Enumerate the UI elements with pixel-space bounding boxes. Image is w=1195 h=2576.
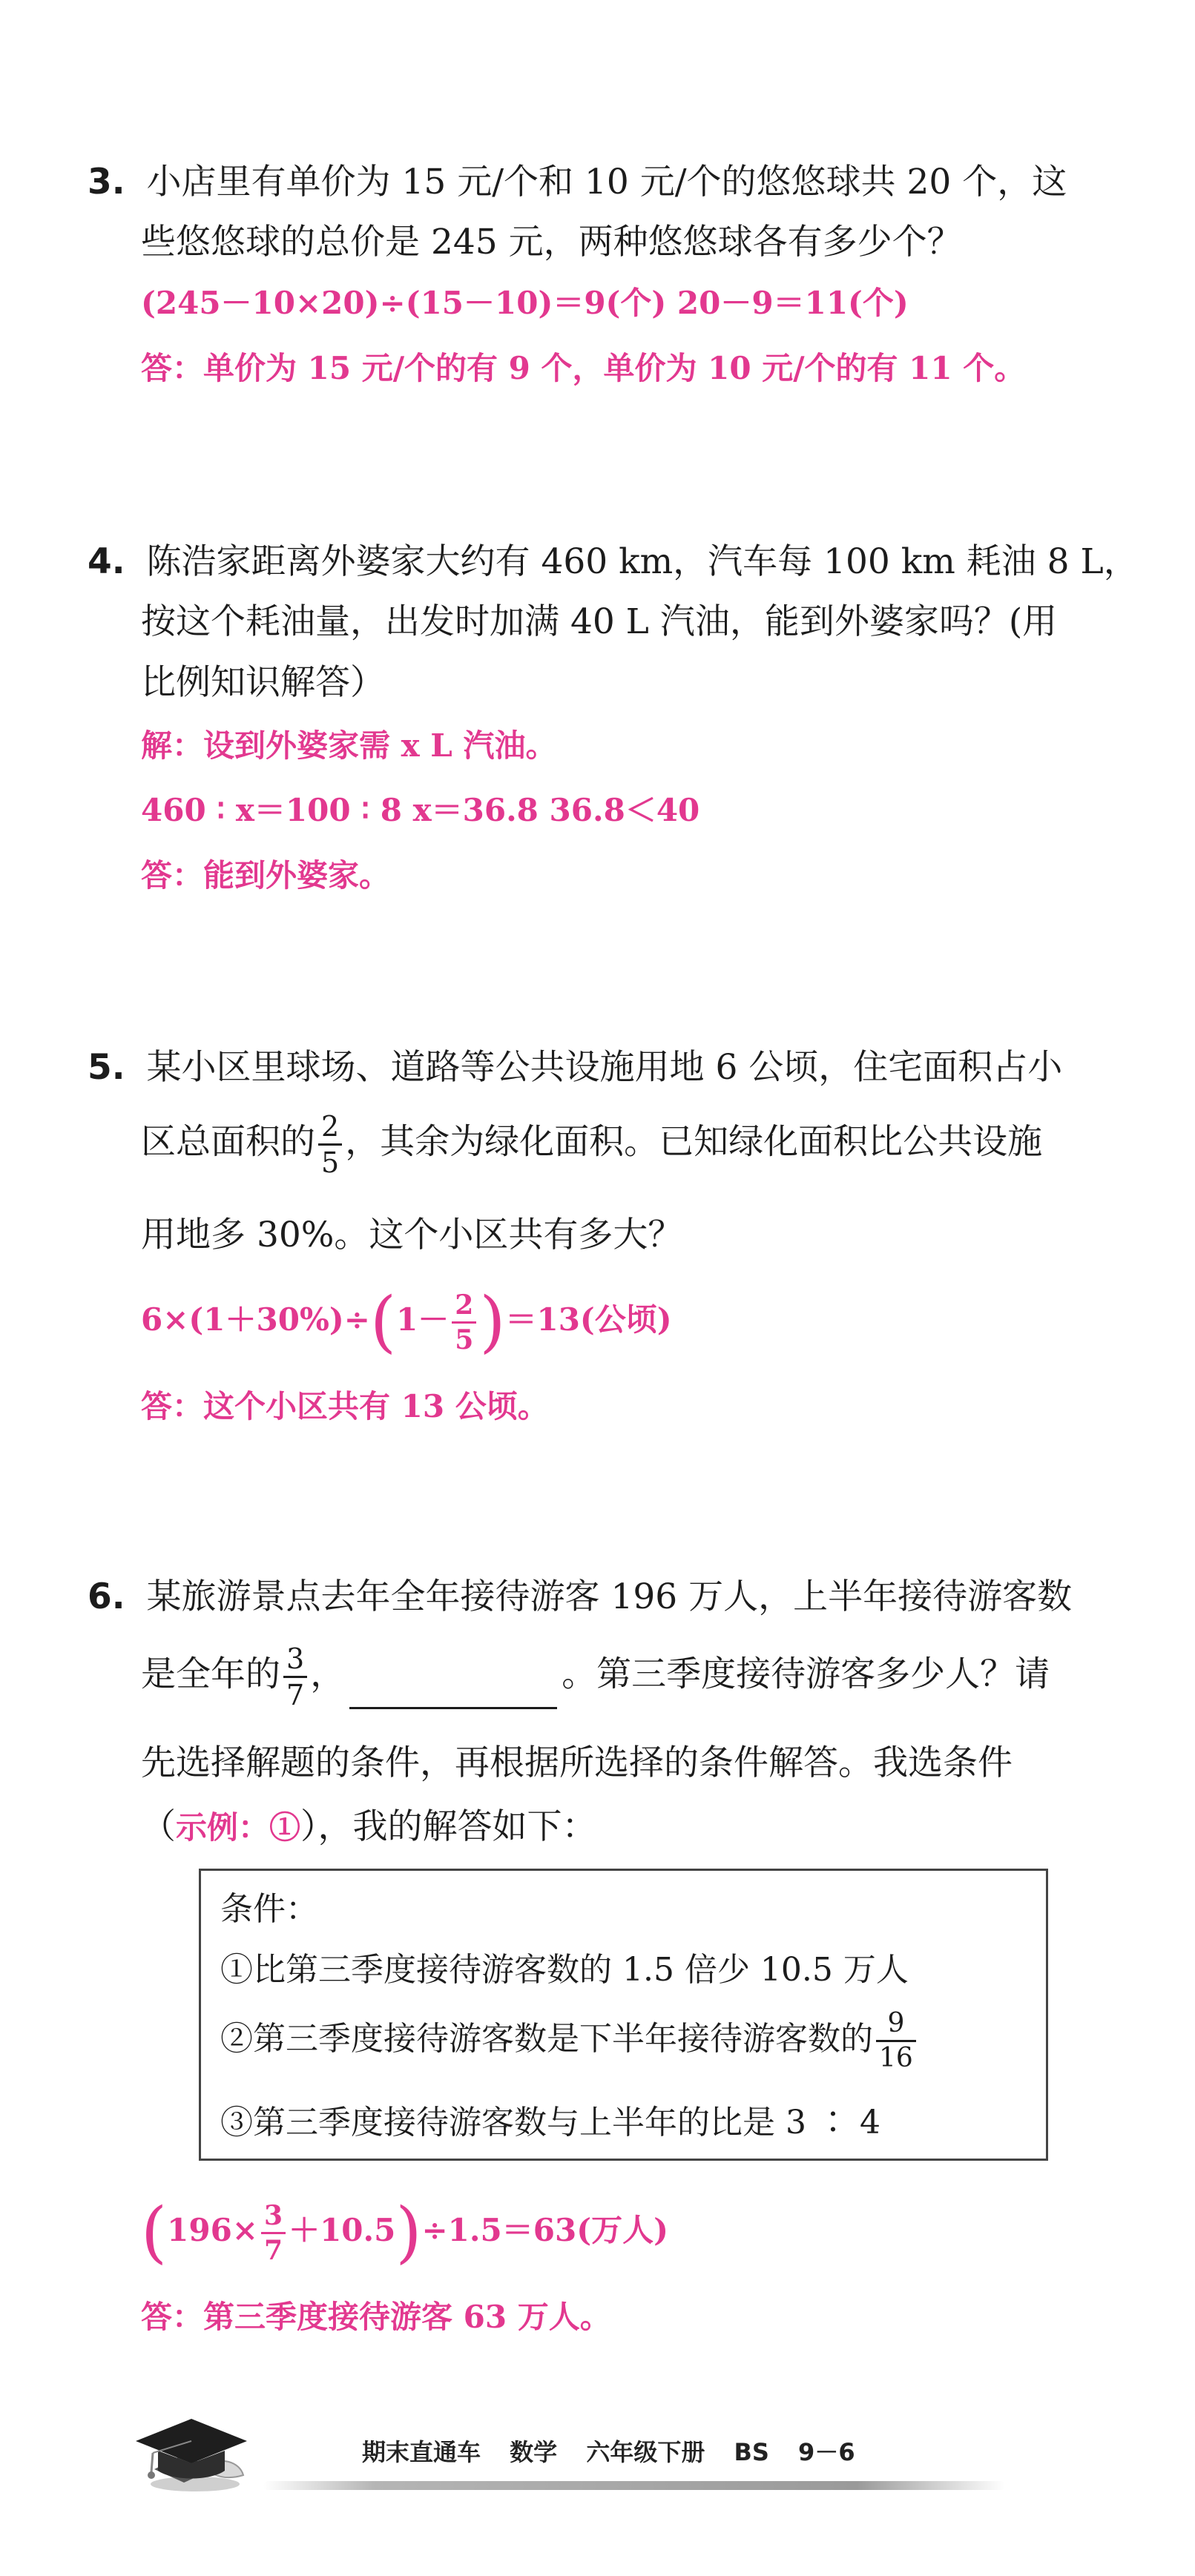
q5-calc-numerator: 2 (455, 1289, 474, 1321)
q6-calc-post: ÷1.5＝63(万人) (421, 2212, 668, 2248)
q3-text-1: 小店里有单价为 15 元/个和 10 元/个的悠悠球共 20 个，这 (146, 162, 1067, 202)
q5-calc-post: ＝13(公顷) (505, 1301, 672, 1338)
q5-fraction (318, 1112, 342, 1177)
q5-text-line-2 (141, 1112, 1042, 1177)
q6-condition-1: ①比第三季度接待游客数的 1.5 倍少 10.5 万人 (220, 1951, 909, 1989)
q5-right-paren: ) (479, 1283, 506, 1361)
q6-calc-denominator: 7 (261, 2232, 286, 2264)
q4-solution-equation: 460 ∶ x＝100 ∶ 8 x＝36.8 36.8＜40 (141, 792, 700, 828)
q6-answer-blank[interactable] (349, 1674, 557, 1709)
q3-calculation: (245－10×20)÷(15－10)＝9(个) 20－9＝11(个) (141, 285, 909, 321)
q5-answer: 答：这个小区共有 13 公顷。 (141, 1388, 549, 1424)
q3-text-line-1 (88, 162, 1067, 202)
footer-page-number: 9－6 (798, 2438, 855, 2466)
q6-text-line-4 (141, 1806, 597, 1847)
q6-number: 6. (88, 1576, 125, 1617)
q6-condition-2-text: ②第三季度接待游客数是下半年接待游客数的 (220, 2020, 873, 2058)
q6-text-1: 某旅游景点去年全年接待游客 196 万人，上半年接待游客数 (146, 1576, 1073, 1617)
q5-calc-mid: 1－ (396, 1301, 450, 1338)
q3-number: 3. (88, 162, 125, 202)
q6-calc-fraction (261, 2199, 286, 2266)
q5-text-2-pre: 区总面积的 (141, 1121, 315, 1163)
q6-condition-2-fraction (876, 2010, 916, 2072)
q6-right-paren: ) (395, 2193, 422, 2271)
q4-number: 4. (88, 541, 125, 582)
q3-text-line-2: 些悠悠球的总价是 245 元，两种悠悠球各有多少个？ (141, 222, 962, 262)
page-footer (0, 2410, 1195, 2521)
q4-solution-setup: 解：设到外婆家需 x L 汽油。 (141, 727, 557, 764)
q6-cond2-numerator: 9 (887, 2008, 905, 2038)
q6-text-line-2 (141, 1642, 1050, 1711)
footer-divider (263, 2481, 1005, 2490)
q5-calc-pre: 6×(1＋30%)÷ (141, 1301, 370, 1338)
q5-calc-denominator: 5 (452, 1321, 476, 1353)
q6-conditions-title: 条件： (220, 1890, 318, 1928)
q6-calculation (141, 2193, 668, 2271)
q4-text-1: 陈浩家距离外婆家大约有 460 km，汽车每 100 km 耗油 8 L， (146, 541, 1139, 582)
q6-text-4-close: ），我的解答如下： (300, 1806, 597, 1847)
q5-frac-denominator: 5 (318, 1143, 342, 1177)
footer-grade: 六年级下册 (586, 2438, 705, 2466)
q5-text-2-post: ，其余为绿化面积。已知绿化面积比公共设施 (345, 1121, 1043, 1163)
q5-text-line-1 (88, 1047, 1063, 1088)
q6-fraction (283, 1642, 307, 1711)
q6-text-2-pre: 是全年的 (141, 1654, 280, 1695)
q6-answer: 答：第三季度接待游客 63 万人。 (141, 2299, 611, 2335)
q6-text-2-comma: ， (310, 1654, 346, 1695)
q6-text-line-3: 先选择解题的条件，再根据所选择的条件解答。我选条件 (141, 1743, 1013, 1783)
q6-conditions-box (199, 1869, 1048, 2161)
q6-frac-denominator: 7 (283, 1676, 307, 1709)
q5-left-paren: ( (369, 1283, 397, 1361)
q6-condition-2 (220, 2010, 919, 2072)
q6-frac-numerator: 3 (286, 1642, 305, 1675)
q5-number: 5. (88, 1047, 125, 1088)
q5-text-line-3: 用地多 30%。这个小区共有多大？ (141, 1215, 683, 1255)
q4-text-line-1 (88, 541, 1139, 582)
q6-calc-mid: ＋10.5 (289, 2212, 396, 2248)
footer-book: 期末直通车 (362, 2438, 481, 2466)
q5-text-1: 某小区里球场、道路等公共设施用地 6 公顷，住宅面积占小 (146, 1047, 1063, 1088)
q3-answer: 答：单价为 15 元/个的有 9 个，单价为 10 元/个的有 11 个。 (141, 350, 1026, 386)
q6-text-2-post: 。第三季度接待游客多少人？请 (562, 1654, 1050, 1695)
q6-calc-pre: 196× (167, 2212, 258, 2248)
q6-example-choice: 示例：① (176, 1809, 301, 1846)
q5-calculation (141, 1283, 672, 1361)
q6-calc-numerator: 3 (264, 2199, 283, 2231)
q4-answer: 答：能到外婆家。 (141, 857, 391, 894)
q5-calc-fraction (452, 1289, 476, 1355)
footer-subject: 数学 (510, 2438, 558, 2466)
q6-text-4-open: （ (141, 1806, 176, 1847)
q6-left-paren: ( (141, 2193, 168, 2271)
footer-edition: BS (734, 2438, 769, 2466)
q6-text-line-1 (88, 1576, 1073, 1617)
graduation-cap-icon (132, 2410, 258, 2499)
q4-text-line-2: 按这个耗油量，出发时加满 40 L 汽油，能到外婆家吗？(用 (141, 601, 1058, 642)
q5-frac-numerator: 2 (321, 1110, 340, 1143)
q4-text-line-3: 比例知识解答） (141, 662, 385, 703)
footer-text (362, 2434, 876, 2468)
q6-condition-3: ③第三季度接待游客数与上半年的比是 3 ∶ 4 (220, 2104, 880, 2141)
q6-cond2-denominator: 16 (876, 2040, 916, 2072)
